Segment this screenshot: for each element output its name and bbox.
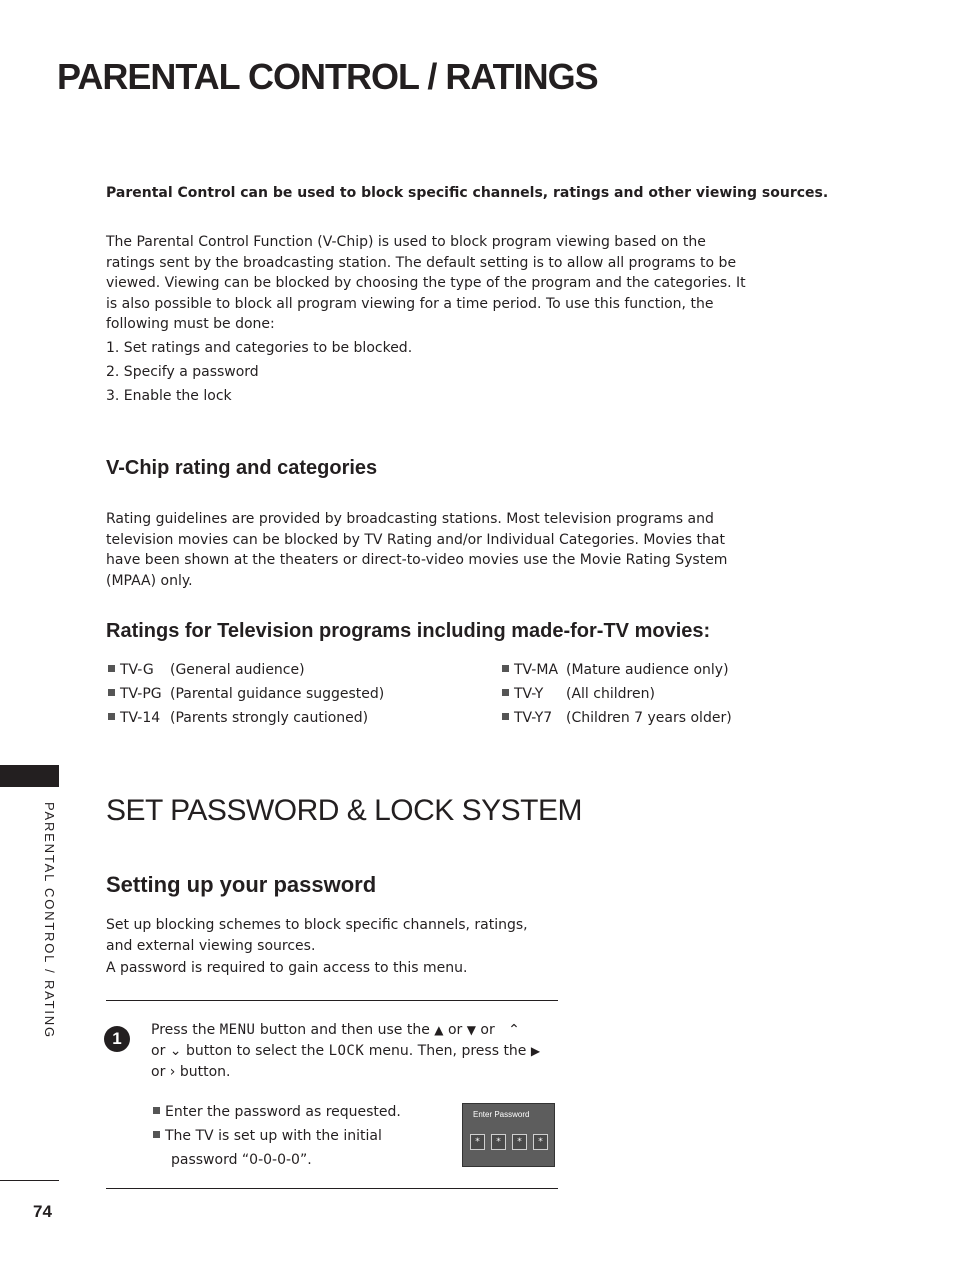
password-digit-box: * xyxy=(491,1134,506,1150)
square-bullet-icon xyxy=(153,1131,160,1138)
rating-item xyxy=(502,662,729,678)
lock-key-label: LOCK xyxy=(328,1043,365,1059)
note-item xyxy=(153,1128,382,1144)
up-arrow-icon: ▲ xyxy=(434,1023,444,1037)
ratings-heading: Ratings for Television programs including made-for-TV movies: xyxy=(106,620,711,642)
setup-paragraph: Set up blocking schemes to block specific channels, ratings, and external viewing sources. xyxy=(106,917,528,954)
note-text: The TV is set up with the initial xyxy=(165,1128,382,1144)
divider xyxy=(106,1188,558,1189)
setup-heading: Setting up your password xyxy=(106,872,377,897)
step-text-part: or xyxy=(151,1043,170,1059)
square-bullet-icon xyxy=(153,1107,160,1114)
square-bullet-icon xyxy=(108,713,115,720)
chevron-down-icon: ⌄ xyxy=(169,1043,182,1059)
rating-item xyxy=(108,662,305,678)
step-text-part: button and then use the xyxy=(255,1022,435,1038)
rating-code: TV-14 xyxy=(120,710,161,726)
rating-desc: (Parents strongly cautioned) xyxy=(170,710,369,726)
square-bullet-icon xyxy=(108,665,115,672)
step-instructions xyxy=(151,1020,561,1083)
vchip-heading: V-Chip rating and categories xyxy=(106,457,378,479)
enter-password-osd xyxy=(462,1103,555,1167)
square-bullet-icon xyxy=(502,689,509,696)
note-text: Enter the password as requested. xyxy=(165,1104,401,1120)
rating-desc: (General audience) xyxy=(170,662,305,678)
step-text-part: or xyxy=(443,1022,467,1038)
requirement-item-1: 1. Set ratings and categories to be blocked. xyxy=(106,340,413,356)
rating-item xyxy=(108,686,384,702)
rating-desc: (Mature audience only) xyxy=(566,662,729,678)
password-digit-box: * xyxy=(512,1134,527,1150)
rating-code: TV-G xyxy=(120,662,154,678)
section-side-label: PARENTAL CONTROL / RATING xyxy=(42,802,57,1039)
section-tab-marker xyxy=(0,765,59,787)
step-text-part: button to select the xyxy=(181,1043,329,1059)
down-arrow-icon: ▼ xyxy=(466,1023,476,1037)
osd-title: Enter Password xyxy=(473,1110,530,1119)
right-arrow-icon: ▶ xyxy=(530,1044,541,1058)
step-number-badge: 1 xyxy=(104,1026,130,1052)
intro-paragraph: The Parental Control Function (V-Chip) is used to block program viewing based on the ratings sent by the broadcasting station. The default setting is to allow all programs to be viewed. Viewing can be blocked by choosing the type of the program and the categories. It is also possible to block all program viewing for a time period. To use this function, the following must be done: xyxy=(106,234,746,333)
step-text-part: Press the xyxy=(151,1022,220,1038)
rating-desc: (Children 7 years older) xyxy=(566,710,732,726)
requirement-item-3: 3. Enable the lock xyxy=(106,388,232,404)
page-number: 74 xyxy=(33,1202,52,1221)
step-text-part: or xyxy=(151,1064,170,1080)
rating-desc: (All children) xyxy=(566,686,655,702)
step-text-part: button. xyxy=(175,1064,231,1080)
vchip-paragraph: Rating guidelines are provided by broadcasting stations. Most television programs and television movies can be blocked by TV Rating and/or Individual Categories. Movies that have been shown at the theaters or direct-to-video movies use the Movie Rating System (MPAA) only. xyxy=(106,511,728,589)
rating-item xyxy=(502,710,732,726)
chevron-right-icon: › xyxy=(169,1064,176,1080)
setup-note: A password is required to gain access to this menu. xyxy=(106,960,468,976)
rating-item xyxy=(502,686,655,702)
rating-code: TV-PG xyxy=(120,686,162,702)
rating-item xyxy=(108,710,368,726)
step-text-part: or xyxy=(475,1022,500,1038)
rating-code: TV-Y xyxy=(514,686,544,702)
rating-code: TV-Y7 xyxy=(514,710,553,726)
intro-summary: Parental Control can be used to block specific channels, ratings and other viewing sources. xyxy=(106,185,829,201)
rating-desc: (Parental guidance suggested) xyxy=(170,686,385,702)
square-bullet-icon xyxy=(108,689,115,696)
note-continuation: password “0-0-0-0”. xyxy=(171,1152,312,1168)
password-digit-box: * xyxy=(470,1134,485,1150)
requirement-item-2: 2. Specify a password xyxy=(106,364,259,380)
note-item xyxy=(153,1104,401,1120)
square-bullet-icon xyxy=(502,713,509,720)
section-title: SET PASSWORD & LOCK SYSTEM xyxy=(106,794,582,827)
square-bullet-icon xyxy=(502,665,509,672)
divider xyxy=(106,1000,558,1001)
step-text-part: menu. Then, press the xyxy=(364,1043,531,1059)
chevron-up-icon: ⌃ xyxy=(508,1022,520,1038)
page-number-rule xyxy=(0,1180,59,1181)
rating-code: TV-MA xyxy=(514,662,559,678)
page-title: PARENTAL CONTROL / RATINGS xyxy=(57,56,598,97)
password-digit-box: * xyxy=(533,1134,548,1150)
menu-key-label: MENU xyxy=(219,1022,256,1038)
